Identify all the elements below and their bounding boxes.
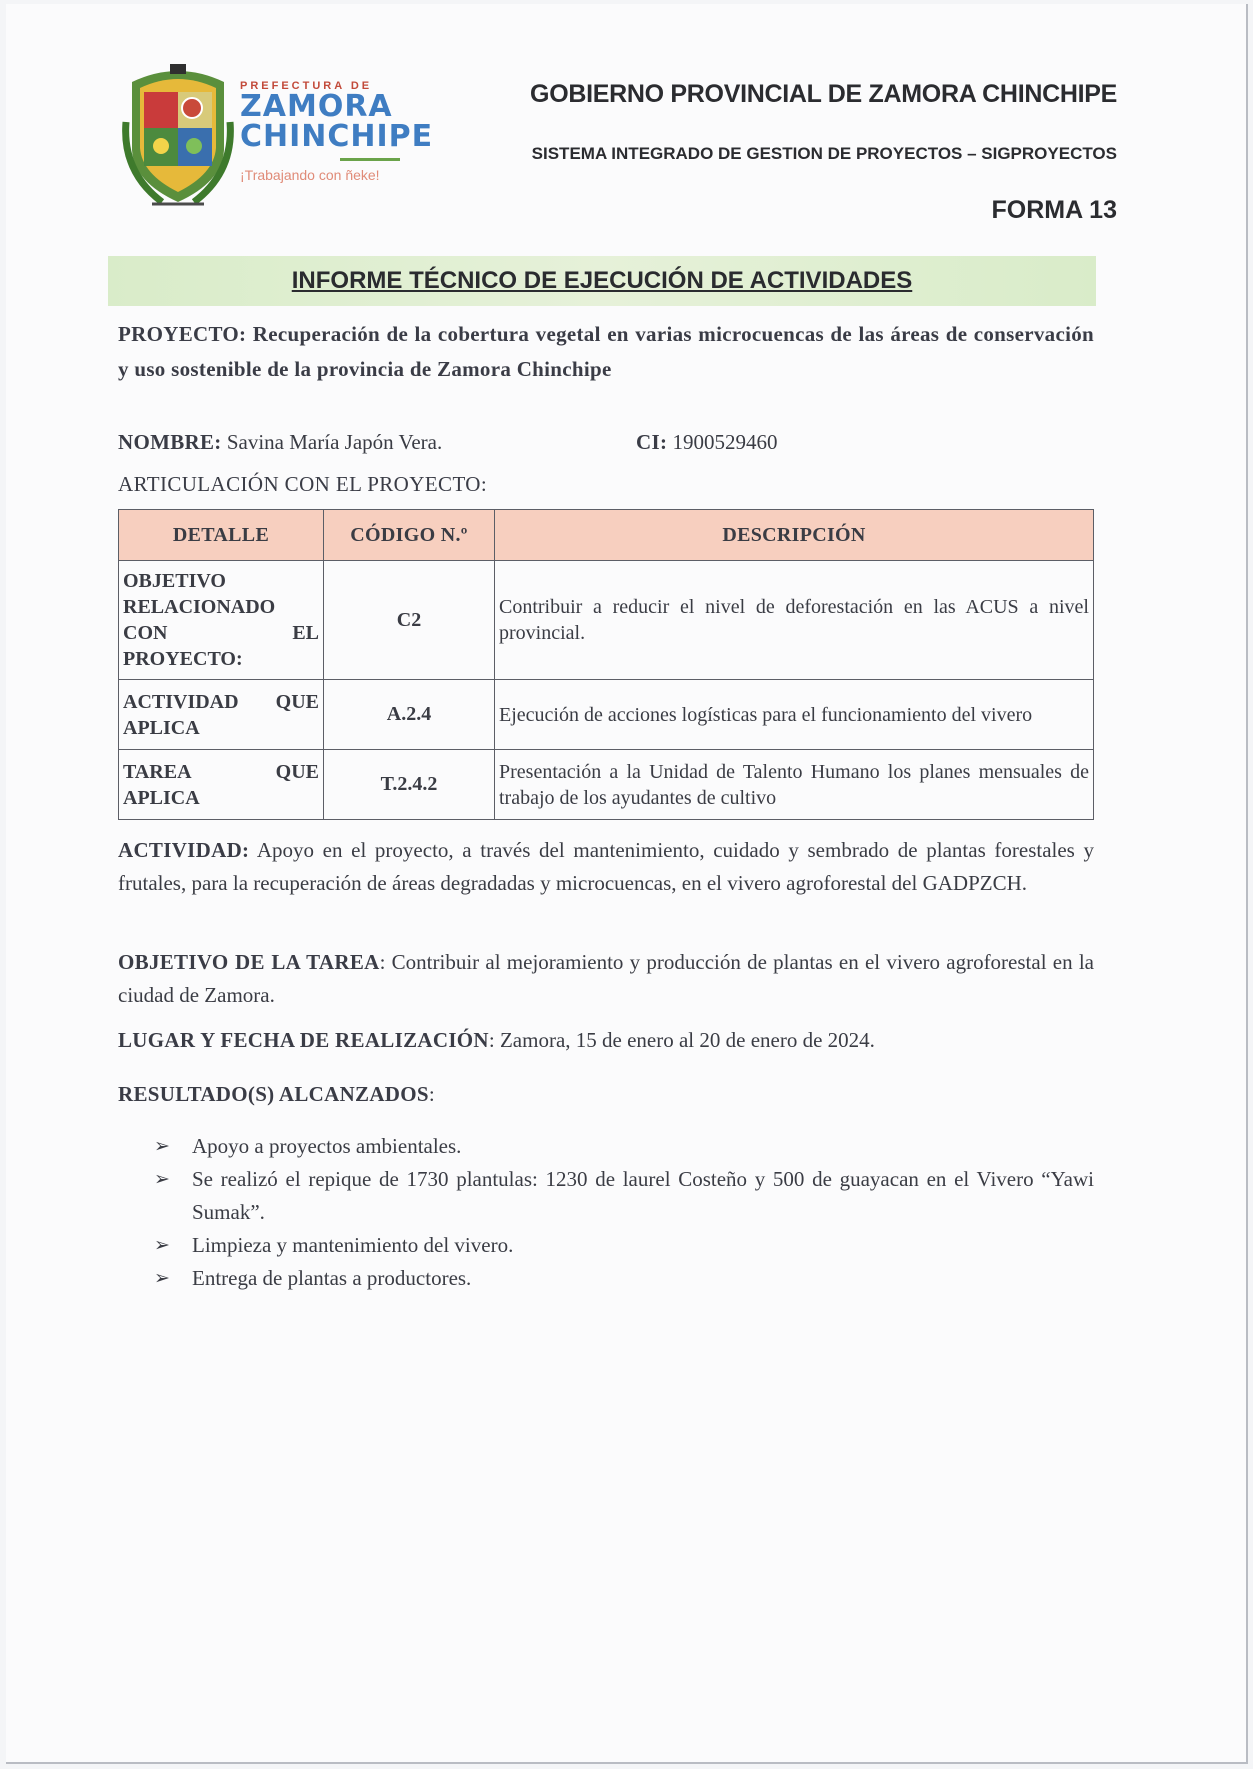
articulation-label: ARTICULACIÓN CON EL PROYECTO:: [118, 472, 488, 496]
place-date-value: Zamora, 15 de enero al 20 de enero de 2024.: [499, 1028, 875, 1052]
prefecture-coat-of-arms-logo: [122, 62, 234, 212]
report-title: INFORME TÉCNICO DE EJECUCIÓN DE ACTIVIDADES: [291, 267, 913, 294]
table-row: [119, 750, 1094, 820]
header-code: CÓDIGO N.º: [324, 510, 495, 561]
header-detail: DETALLE: [119, 510, 324, 561]
name-label: NOMBRE:: [118, 430, 222, 454]
logo-slogan: ¡Trabajando con ñeke!: [240, 167, 380, 183]
name-row: [118, 426, 442, 458]
code-cell: C2: [324, 561, 495, 680]
place-date-section: LUGAR Y FECHA DE REALIZACIÓN: Zamora, 15 de enero al 20 de enero de 2024.: [118, 1028, 875, 1052]
project-section: PROYECTO: Recuperación de la cobertura vegetal en varias microcuencas de las áreas de conservación y uso sostenible de la provincia de Zamora Chinchipe: [118, 322, 1095, 381]
table-header-row: [119, 510, 1094, 561]
list-item: ➢ Limpieza y mantenimiento del vivero.: [148, 1229, 1094, 1262]
task-objective-value: Contribuir al mejoramiento y producción de plantas en el vivero agroforestal en la ciudad de Zamora.: [118, 950, 1094, 1007]
arrow-bullet-icon: ➢: [154, 1136, 170, 1157]
form-number: FORMA 13: [991, 196, 1117, 224]
government-name: GOBIERNO PROVINCIAL DE ZAMORA CHINCHIPE: [530, 80, 1117, 108]
detail-cell: ACTIVIDAD QUE APLICA: [119, 680, 324, 750]
list-item: ➢ Entrega de plantas a productores.: [148, 1262, 1094, 1295]
description-cell: Ejecución de acciones logísticas para el funcionamiento del vivero: [495, 680, 1094, 750]
activity-value: Apoyo en el proyecto, a través del mantenimiento, cuidado y sembrado de plantas forestales y frutales, para la recuperación de áreas degradadas y microcuencas, en el vivero agroforestal del GADPZCH.: [118, 838, 1094, 895]
code-cell: T.2.4.2: [324, 750, 495, 820]
ci-label: CI:: [636, 430, 668, 454]
activity-label: ACTIVIDAD:: [118, 838, 250, 862]
logo-line-2: CHINCHIPE: [240, 119, 434, 154]
detail-cell: OBJETIVO RELACIONADO CON EL PROYECTO:: [119, 561, 324, 680]
table-row: [119, 680, 1094, 750]
name-value: Savina María Japón Vera.: [226, 430, 443, 454]
results-heading: RESULTADO(S) ALCANZADOS:: [118, 1082, 435, 1106]
title-band: [108, 256, 1096, 306]
activity-section: [118, 834, 1094, 900]
logo-prefix: PREFECTURA DE: [240, 80, 373, 92]
arrow-bullet-icon: ➢: [154, 1169, 170, 1190]
ci-row: [636, 426, 777, 458]
project-label: PROYECTO: [118, 322, 240, 346]
arrow-bullet-icon: ➢: [154, 1235, 170, 1256]
logo-wordmark: [240, 80, 433, 183]
logo-divider: [340, 158, 400, 161]
description-cell: Presentación a la Unidad de Talento Humano los planes mensuales de trabajo de los ayudantes de cultivo: [495, 750, 1094, 820]
task-objective-label: OBJETIVO DE LA TAREA: [118, 950, 380, 974]
project-value: Recuperación de la cobertura vegetal en varias microcuencas de las áreas de conservación y uso sostenible de la provincia de Zamora Chinchipe: [118, 322, 1095, 381]
logo-line-1: ZAMORA: [240, 89, 393, 124]
articulation-table: [118, 509, 1094, 820]
results-list: [148, 1130, 1094, 1295]
ci-value: 1900529460: [672, 430, 778, 454]
system-name: SISTEMA INTEGRADO DE GESTION DE PROYECTOS – SIGPROYECTOS: [531, 144, 1117, 163]
header-description: DESCRIPCIÓN: [495, 510, 1094, 561]
list-item: ➢ Apoyo a proyectos ambientales.: [148, 1130, 1094, 1163]
table-row: [119, 561, 1094, 680]
description-cell: Contribuir a reducir el nivel de deforestación en las ACUS a nivel provincial.: [495, 561, 1094, 680]
place-date-label: LUGAR Y FECHA DE REALIZACIÓN: [118, 1028, 489, 1052]
results-label: RESULTADO(S) ALCANZADOS: [118, 1082, 429, 1106]
list-item: ➢ Se realizó el repique de 1730 plantulas: 1230 de laurel Costeño y 500 de guayacan en el Vivero “Yawi Sumak”.: [148, 1163, 1094, 1229]
arrow-bullet-icon: ➢: [154, 1268, 170, 1289]
detail-cell: TAREA QUE APLICA: [119, 750, 324, 820]
task-objective-section: OBJETIVO DE LA TAREA: Contribuir al mejoramiento y producción de plantas en el vivero agroforestal en la ciudad de Zamora.: [118, 950, 1094, 1007]
code-cell: A.2.4: [324, 680, 495, 750]
